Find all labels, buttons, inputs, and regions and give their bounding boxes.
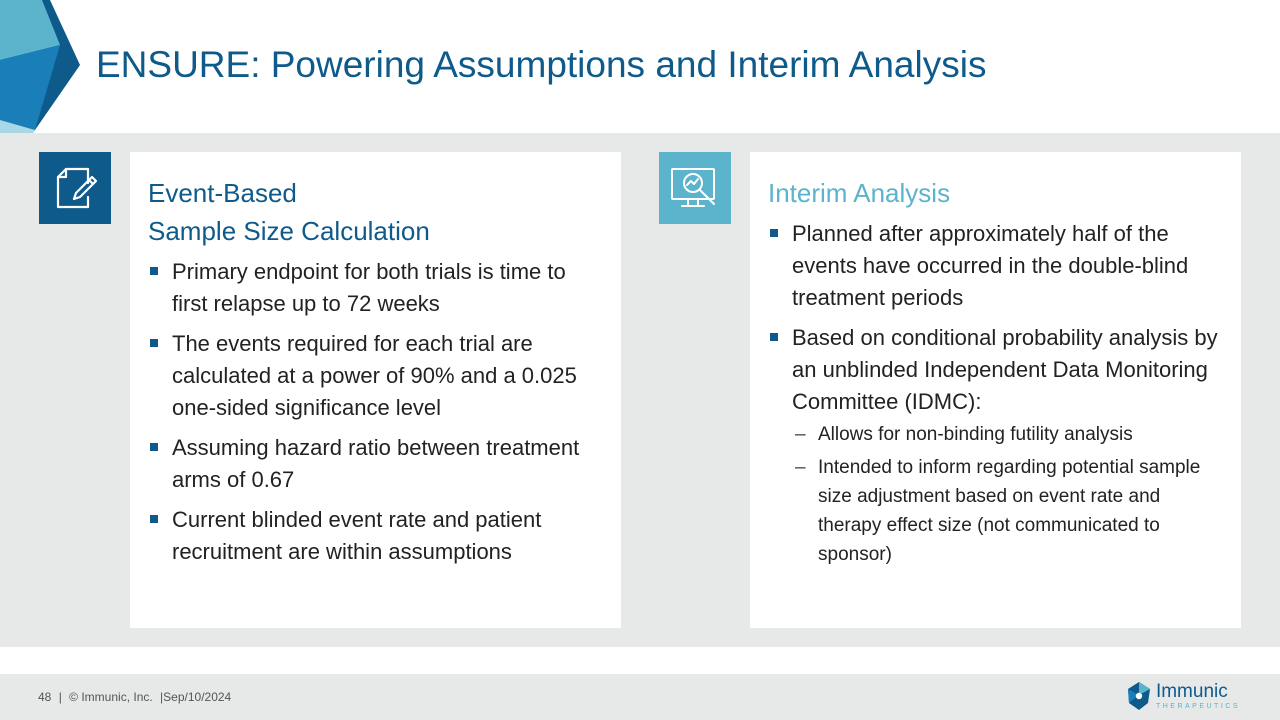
interim-analysis-card	[750, 152, 1241, 628]
right-icon-box	[659, 152, 731, 224]
slide-title: ENSURE: Powering Assumptions and Interim Analysis	[96, 44, 987, 85]
document-edit-icon	[50, 163, 100, 213]
sample-size-card	[130, 152, 621, 628]
page-number: 48	[38, 690, 52, 704]
company-logo	[1126, 681, 1240, 711]
logo-name: Immunic	[1155, 680, 1228, 702]
sub-bullet-item	[792, 453, 1227, 569]
sub-bullets	[792, 420, 1227, 569]
bullet-item	[148, 432, 603, 496]
logo-text	[1156, 682, 1240, 711]
footer-date: |Sep/10/2024	[160, 690, 232, 704]
bullet-text: Primary endpoint for both trials is time to first relapse up to 72 weeks	[172, 259, 566, 316]
footer	[0, 674, 1280, 720]
square-bullet-icon	[150, 339, 158, 347]
copyright: © Immunic, Inc.	[69, 690, 153, 704]
dash-bullet-icon: –	[795, 424, 806, 445]
bullet-text: Based on conditional probability analysis by an unblinded Independent Data Monitoring Committee (IDMC):	[792, 325, 1218, 414]
logo-subtitle: THERAPEUTICS	[1155, 702, 1240, 710]
heading-line-1: Event-Based	[148, 178, 297, 208]
sub-bullet-text: Allows for non-binding futility analysis	[818, 424, 1133, 445]
square-bullet-icon	[150, 515, 158, 523]
square-bullet-icon	[770, 333, 778, 341]
bullet-item	[148, 504, 603, 568]
bullet-item	[768, 322, 1227, 569]
footer-info	[38, 690, 235, 704]
bullet-item	[148, 256, 603, 320]
left-icon-box	[39, 152, 111, 224]
square-bullet-icon	[150, 443, 158, 451]
interim-analysis-heading: Interim Analysis	[768, 178, 951, 208]
sub-bullet-item	[792, 420, 1227, 449]
bullet-text: Current blinded event rate and patient recruitment are within assumptions	[172, 507, 542, 564]
sample-size-bullets	[148, 256, 603, 568]
footer-separator: |	[58, 690, 62, 704]
bullet-item	[768, 218, 1227, 314]
interim-analysis-bullets	[768, 218, 1227, 569]
immunic-logo-icon	[1126, 681, 1152, 711]
square-bullet-icon	[150, 267, 158, 275]
bullet-text: Planned after approximately half of the events have occurred in the double-blind treatment periods	[792, 221, 1189, 310]
bullet-text: Assuming hazard ratio between treatment arms of 0.67	[172, 435, 580, 492]
monitor-magnifier-icon	[668, 163, 722, 213]
bullet-item	[148, 328, 603, 424]
sub-bullet-text: Intended to inform regarding potential sample size adjustment based on event rate and therapy effect size (not communicated to sponsor)	[818, 457, 1201, 565]
square-bullet-icon	[770, 229, 778, 237]
heading-line-2: Sample Size Calculation	[148, 216, 430, 246]
sample-size-heading	[148, 174, 603, 250]
dash-bullet-icon: –	[795, 457, 806, 478]
bullet-text: The events required for each trial are calculated at a power of 90% and a 0.025 one-sided significance level	[172, 331, 577, 420]
